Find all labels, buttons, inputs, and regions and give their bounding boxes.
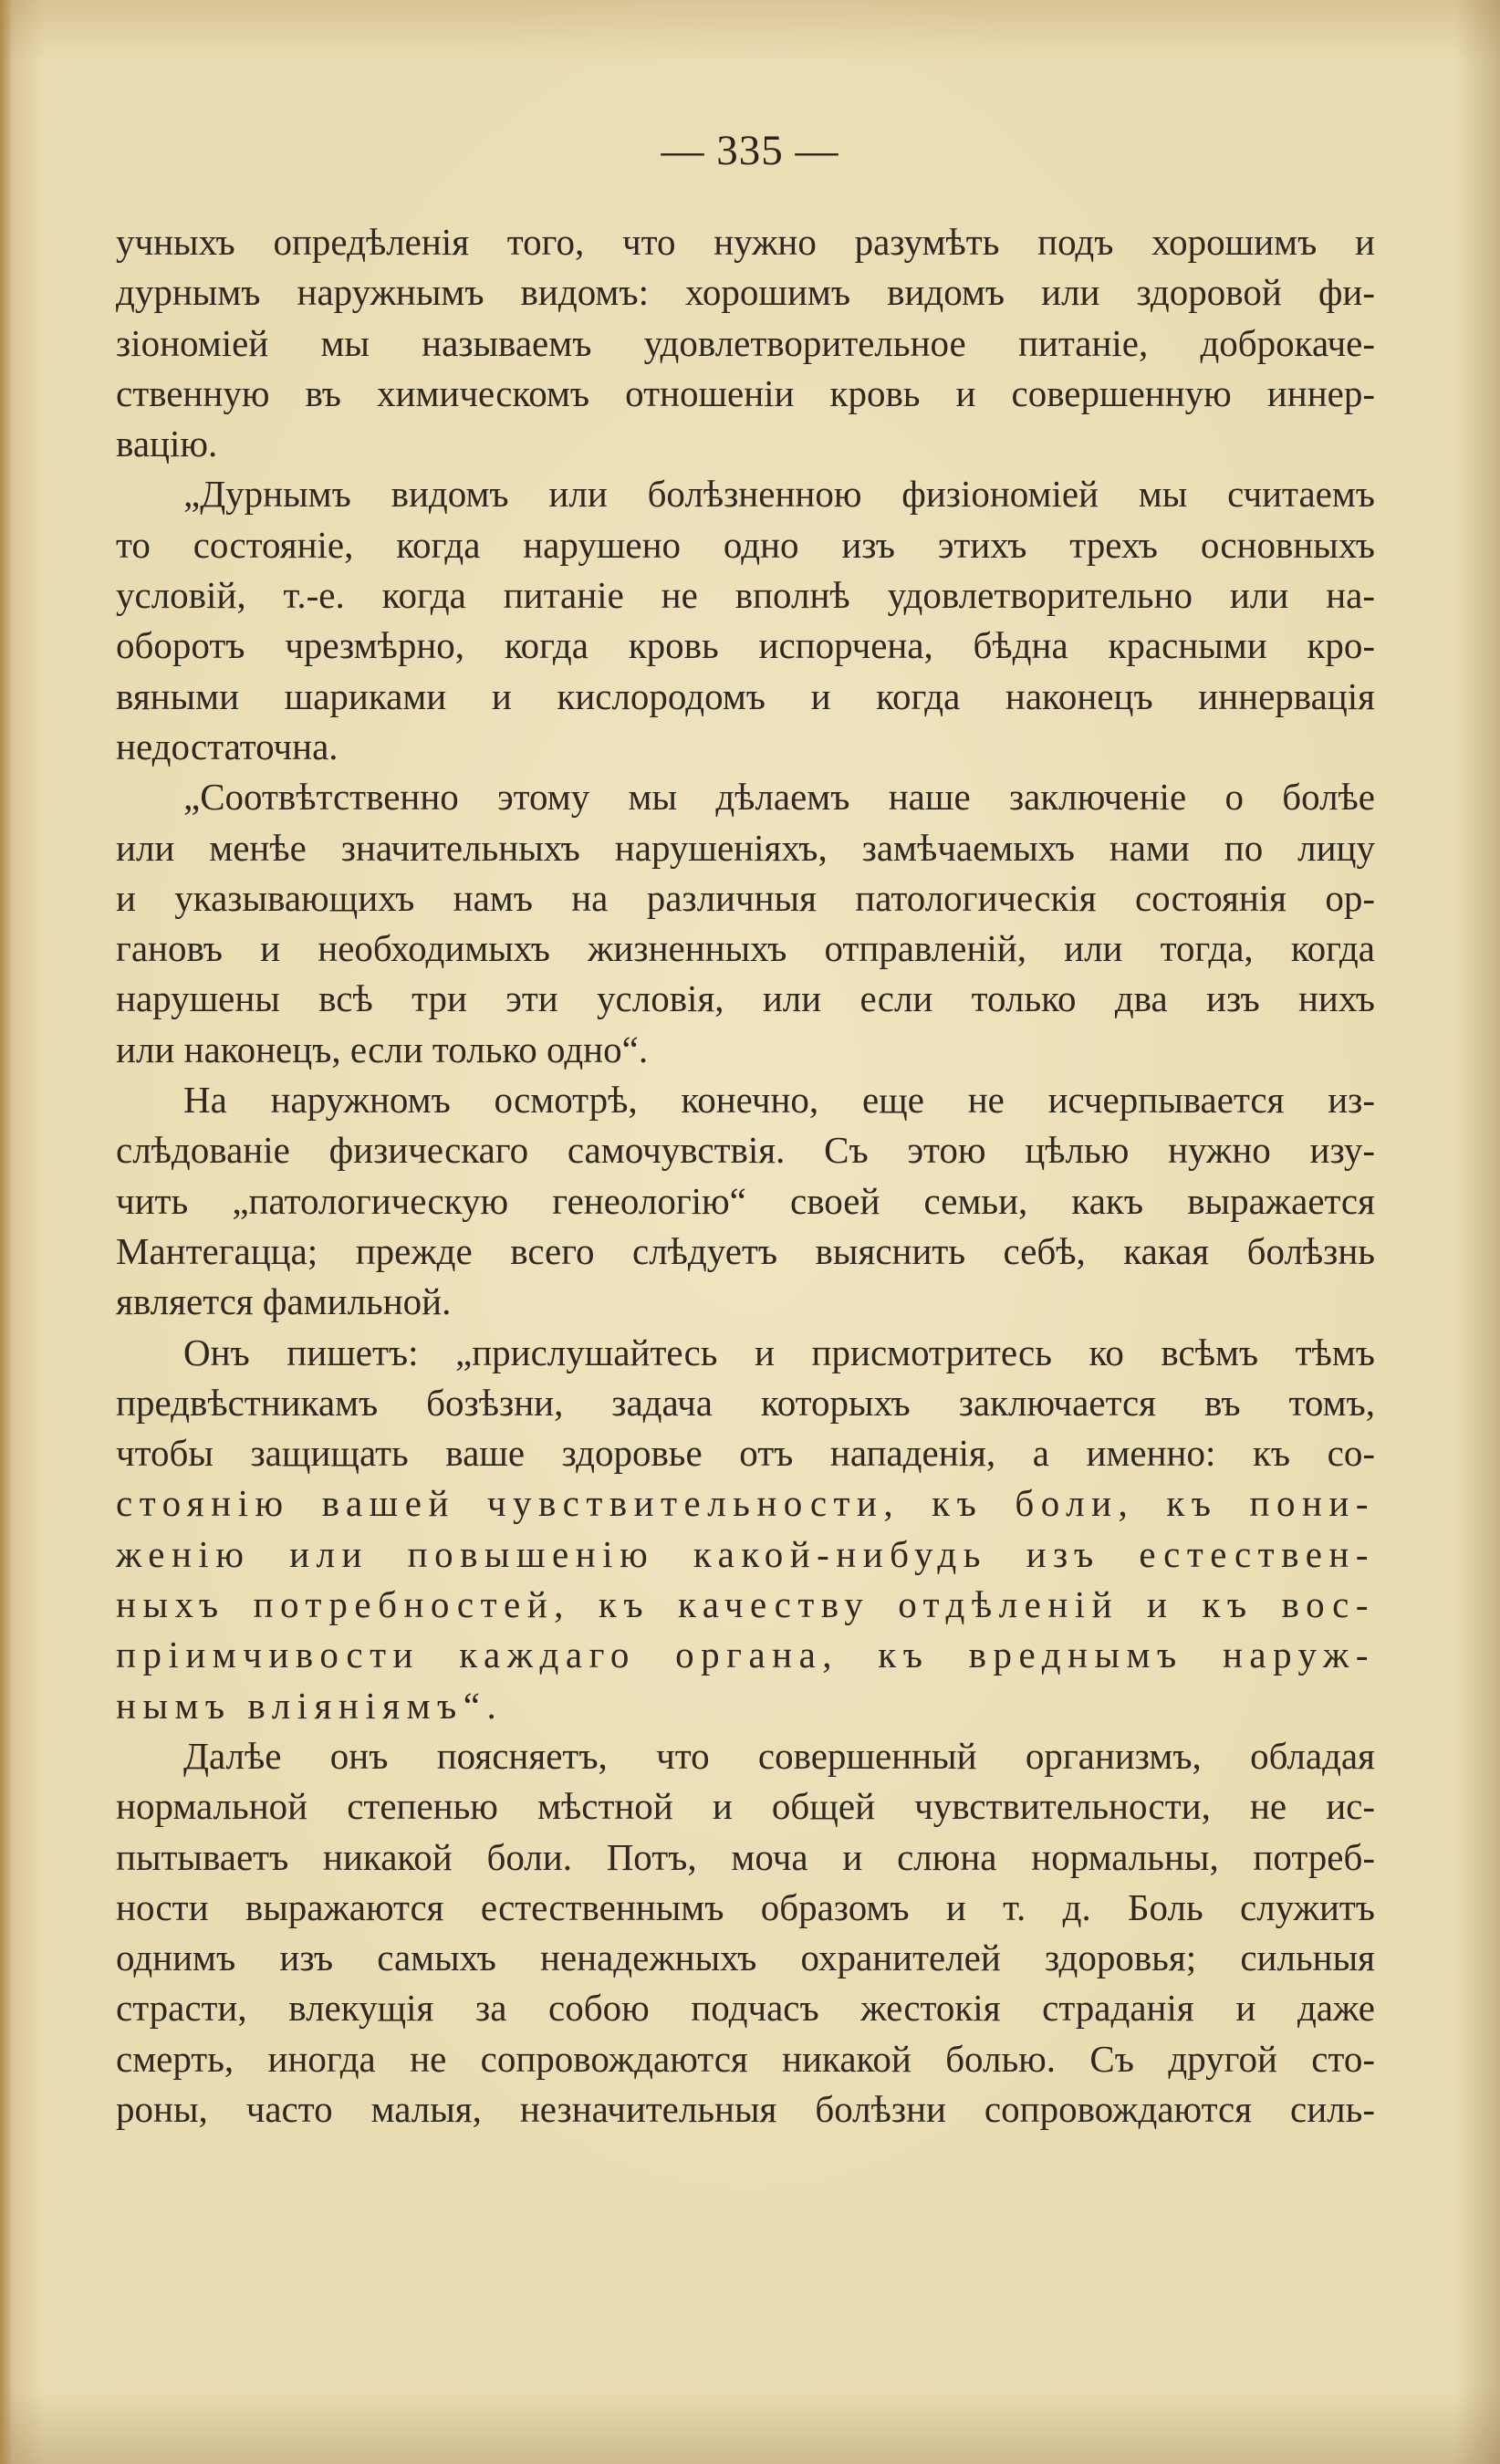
text-line: дурнымъ наружнымъ видомъ: хорошимъ видомъ или здоровой фи- (116, 271, 1375, 314)
text-line-spaced: нымъ вліяніямъ“. (116, 1684, 504, 1727)
text-line: однимъ изъ самыхъ ненадежныхъ охранителей здоровья; сильныя (116, 1937, 1375, 1979)
text-line: вяными шариками и кислородомъ и когда наконецъ иннервація (116, 674, 1375, 717)
body-text (116, 217, 1375, 2135)
text-line: Далѣе онъ поясняетъ, что совершенный организмъ, обладая (183, 1734, 1375, 1777)
text-line: учныхъ опредѣленія того, что нужно разумѣть подъ хорошимъ и (116, 221, 1375, 263)
text-line: смерть, иногда не сопровождаются никакой болью. Съ другой сто- (116, 2037, 1375, 2080)
text-line: или менѣе значительныхъ нарушеніяхъ, замѣчаемыхъ нами по лицу (116, 826, 1375, 869)
text-line-spaced: женію или повышенію какой-нибудь изъ естествен- (116, 1532, 1375, 1575)
text-line: роны, часто малыя, незначительныя болѣзни сопровождаются силь- (116, 2087, 1375, 2130)
text-line: то состояніе, когда нарушено одно изъ этихъ трехъ основныхъ (116, 523, 1375, 566)
text-line: условій, т.-е. когда питаніе не вполнѣ удовлетворительно или на- (116, 574, 1375, 617)
text-line: слѣдованіе физическаго самочувствія. Съ этою цѣлью нужно изу- (116, 1129, 1375, 1172)
text-line: чить „патологическую генеологію“ своей семьи, какъ выражается (116, 1179, 1375, 1222)
text-line: гановъ и необходимыхъ жизненныхъ отправленій, или тогда, когда (116, 927, 1375, 970)
text-line: предвѣстникамъ бозѣзни, задача которыхъ заключается въ томъ, (116, 1381, 1375, 1424)
text-line: оборотъ чрезмѣрно, когда кровь испорчена, бѣдна красными кро- (116, 624, 1375, 667)
text-line: пытываетъ никакой боли. Потъ, моча и слюна нормальны, потреб- (116, 1835, 1375, 1878)
text-line-spaced: стоянію вашей чувствительности, къ боли, къ пони- (116, 1482, 1375, 1525)
text-line-spaced: пріимчивости каждаго органа, къ вреднымъ наруж- (116, 1634, 1375, 1676)
text-line: или наконецъ, если только одно“. (116, 1028, 649, 1070)
text-line: чтобы защищать ваше здоровье отъ нападенія, а именно: къ со- (116, 1432, 1375, 1475)
text-line: Онъ пишетъ: „прислушайтесь и присмотритесь ко всѣмъ тѣмъ (183, 1331, 1375, 1373)
text-line: страсти, влекущія за собою подчасъ жестокія страданія и даже (116, 1987, 1375, 2030)
page-number: — 335 — (661, 127, 839, 174)
text-line: ственную въ химическомъ отношеніи кровь и совершенную иннер- (116, 371, 1375, 414)
text-line: „Соотвѣтственно этому мы дѣлаемъ наше заключеніе о болѣе (183, 776, 1375, 819)
text-line: ности выражаются естественнымъ образомъ и т. д. Боль служитъ (116, 1885, 1375, 1928)
text-line: „Дурнымъ видомъ или болѣзненною физіономіей мы считаемъ (183, 473, 1375, 516)
text-line: нормальной степенью мѣстной и общей чувствительности, не ис- (116, 1785, 1375, 1828)
text-line: вацію. (116, 423, 218, 465)
page-edge-shadow (0, 0, 13, 2464)
text-line: является фамильной. (116, 1280, 452, 1323)
text-line: и указывающихъ намъ на различныя патологическія состоянія ор- (116, 876, 1375, 919)
text-line-spaced: ныхъ потребностей, къ качеству отдѣленій и къ вос- (116, 1583, 1375, 1626)
text-line: недостаточна. (116, 725, 339, 767)
text-line: нарушены всѣ три эти условія, или если только два изъ нихъ (116, 977, 1375, 1020)
text-line: Мантегацца; прежде всего слѣдуетъ выяснить себѣ, какая болѣзнь (116, 1229, 1375, 1272)
text-line: На наружномъ осмотрѣ, конечно, еще не исчерпывается из- (183, 1079, 1375, 1122)
text-line: зіономіей мы называемъ удовлетворительное питаніе, доброкаче- (116, 321, 1375, 364)
